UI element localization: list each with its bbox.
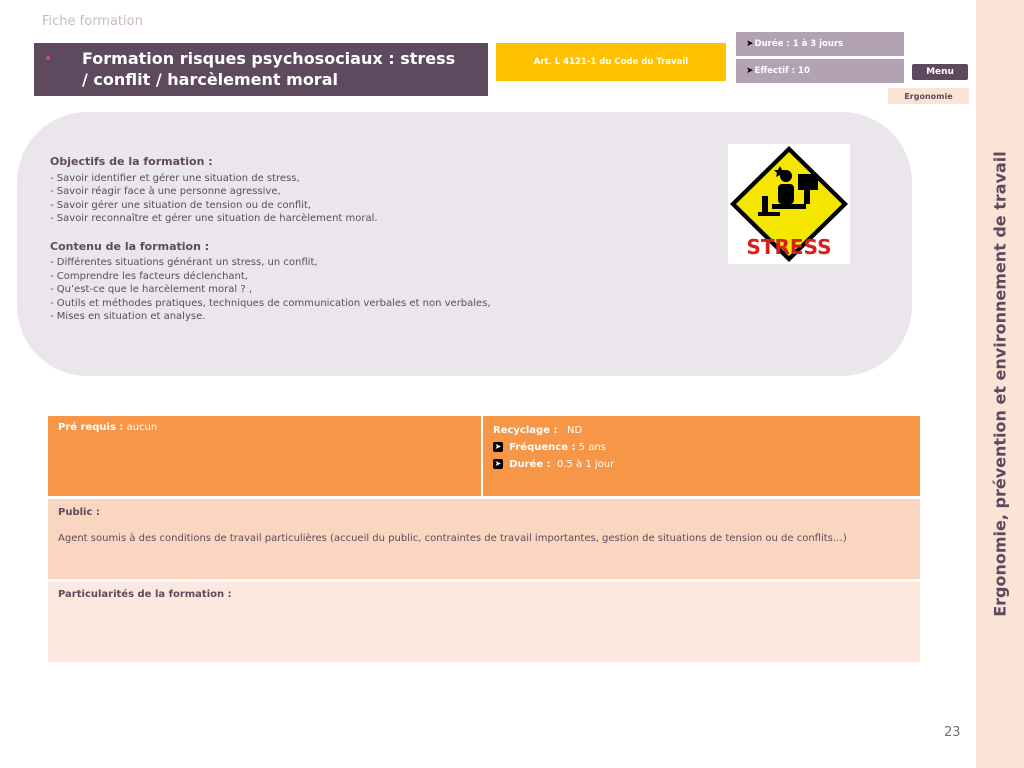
info-table xyxy=(48,416,920,662)
duree-info-text: Durée : 1 à 3 jours xyxy=(754,39,844,49)
objectifs-heading: Objectifs de la formation : xyxy=(50,155,213,168)
table-row xyxy=(48,416,920,496)
effectif-info-box xyxy=(736,59,904,83)
frequence-value: 5 ans xyxy=(578,442,606,453)
top-label: Fiche formation xyxy=(42,14,143,29)
recyclage-label: Recyclage : xyxy=(493,425,558,436)
arrow-icon: ➤ xyxy=(746,39,754,49)
list-item: - Différentes situations générant un stress, un conflit, xyxy=(50,256,670,270)
list-item: - Savoir reconnaître et gérer une situation de harcèlement moral. xyxy=(50,212,670,226)
page-number: 23 xyxy=(944,725,961,740)
duree-info-box xyxy=(736,32,904,56)
article-box: Art. L 4121-1 du Code du Travail xyxy=(496,43,726,81)
recyclage-cell xyxy=(483,416,920,496)
public-label: Public : xyxy=(58,507,100,518)
contenu-heading: Contenu de la formation : xyxy=(50,239,210,253)
list-item: - Comprendre les facteurs déclenchant, xyxy=(50,270,670,284)
arrow-icon: ➤ xyxy=(494,459,502,468)
ergonomie-button[interactable]: Ergonomie xyxy=(888,88,969,104)
title-box xyxy=(34,43,488,96)
side-title: Ergonomie, prévention et environnement de travail xyxy=(990,151,1010,617)
list-item: - Outils et méthodes pratiques, techniques de communication verbales et non verbales, xyxy=(50,297,670,311)
prerequis-value: aucun xyxy=(126,422,158,433)
recyclage-value: ND xyxy=(567,425,583,436)
duree-label: Durée : xyxy=(509,459,551,470)
frequence-label: Fréquence : xyxy=(509,442,576,453)
arrow-icon: ➤ xyxy=(746,66,754,76)
public-row xyxy=(48,499,920,579)
public-value: Agent soumis à des conditions de travail particulières (accueil du public, contraintes de travail importantes, gestion de situations de tension ou de conflits…) xyxy=(58,533,847,544)
effectif-info-text: Effectif : 10 xyxy=(754,66,810,76)
bullet-icon: • xyxy=(44,51,53,67)
stress-word: STRESS xyxy=(746,235,832,259)
list-item: - Mises en situation et analyse. xyxy=(50,310,670,324)
objectifs-list xyxy=(50,172,670,226)
contenu-list xyxy=(50,256,670,324)
prerequis-cell xyxy=(48,416,483,496)
duree-value: 0.5 à 1 jour xyxy=(556,459,615,470)
prerequis-label: Pré requis : xyxy=(58,422,124,433)
stress-warning-image xyxy=(728,144,850,264)
page-title: Formation risques psychosociaux : stress / conflit / harcèlement moral xyxy=(82,49,456,89)
menu-button[interactable]: Menu xyxy=(912,64,968,80)
particularites-row xyxy=(48,582,920,662)
list-item: - Savoir réagir face à une personne agressive, xyxy=(50,185,670,199)
list-item: - Savoir gérer une situation de tension ou de conflit, xyxy=(50,199,670,213)
list-item: - Savoir identifier et gérer une situation de stress, xyxy=(50,172,670,186)
list-item: - Qu’est-ce que le harcèlement moral ? , xyxy=(50,283,670,297)
content-text xyxy=(50,155,670,324)
stress-sign-icon xyxy=(728,144,850,264)
arrow-icon: ➤ xyxy=(494,442,502,451)
particularites-label: Particularités de la formation : xyxy=(58,589,232,600)
